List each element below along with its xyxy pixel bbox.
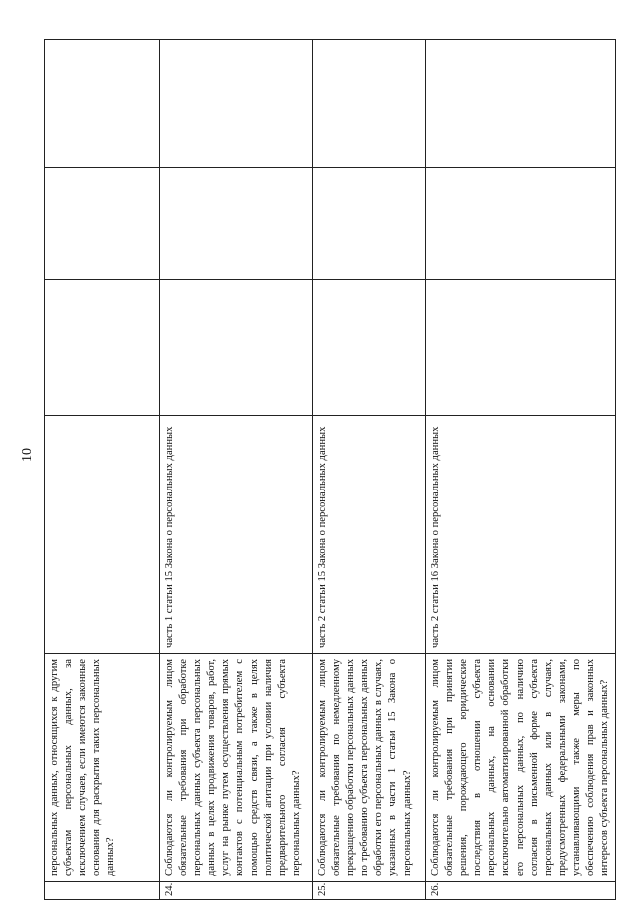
legal-basis-cell: часть 1 статьи 15 Закона о персональных данных (160, 416, 313, 654)
table-row (426, 40, 616, 900)
legal-basis-cell: часть 2 статьи 15 Закона о персональных данных (313, 416, 426, 654)
row-number (45, 882, 160, 900)
table-row (313, 40, 426, 900)
empty-cell (45, 280, 160, 416)
empty-cell (313, 168, 426, 280)
empty-cell (45, 40, 160, 168)
empty-cell (426, 40, 616, 168)
empty-cell (160, 40, 313, 168)
row-number: 25. (313, 882, 426, 900)
empty-cell (426, 168, 616, 280)
row-number: 24. (160, 882, 313, 900)
legal-basis-cell (45, 416, 160, 654)
table-row (160, 40, 313, 900)
empty-cell (313, 280, 426, 416)
empty-cell (160, 168, 313, 280)
question-cell: Соблюдаются ли контролируемым лицом обязательные требования при обработке персональных данных субъекта персональных данных в целях продвижения товаров, работ, услуг на рынке путем осуществления прямых контактов с потенциальным потребителем с помощью средств связи, а также в целях политической агитации при условии наличия предварительного согласия субъекта персональных данных? (160, 654, 313, 882)
empty-cell (45, 168, 160, 280)
rotated-table-frame (44, 40, 611, 900)
question-cell: Соблюдаются ли контролируемым лицом обязательные требования при принятии решения, порождающего юридические последствия в отношении субъекта персональных данных, на основании исключительно автоматизированной обработки его персональных данных, по наличию согласия в письменной форме субъекта персональных данных или в случаях, предусмотренных федеральными законами, устанавливающими также меры по обеспечению соблюдения прав и законных интересов субъекта персональных данных? (426, 654, 616, 882)
empty-cell (160, 280, 313, 416)
empty-cell (426, 280, 616, 416)
question-cell: Соблюдаются ли контролируемым лицом обязательные требования по немедленному прекращению обработки персональных данных по требованию субъекта персональных данных обработки его персональных данных в случаях, указанных в части 1 статьи 15 Закона о персональных данных? (313, 654, 426, 882)
legal-basis-cell: часть 2 статьи 16 Закона о персональных данных (426, 416, 616, 654)
checklist-table-wrapper (44, 40, 611, 900)
question-cell: персональных данных, относящихся к другим субъектам персональных данных, за исключением случаев, если имеются законные основания для раскрытия таких персональных данных? (45, 654, 160, 882)
checklist-table (44, 39, 616, 900)
empty-cell (313, 40, 426, 168)
page-number: 10 (20, 448, 35, 462)
row-number: 26. (426, 882, 616, 900)
table-row (45, 40, 160, 900)
